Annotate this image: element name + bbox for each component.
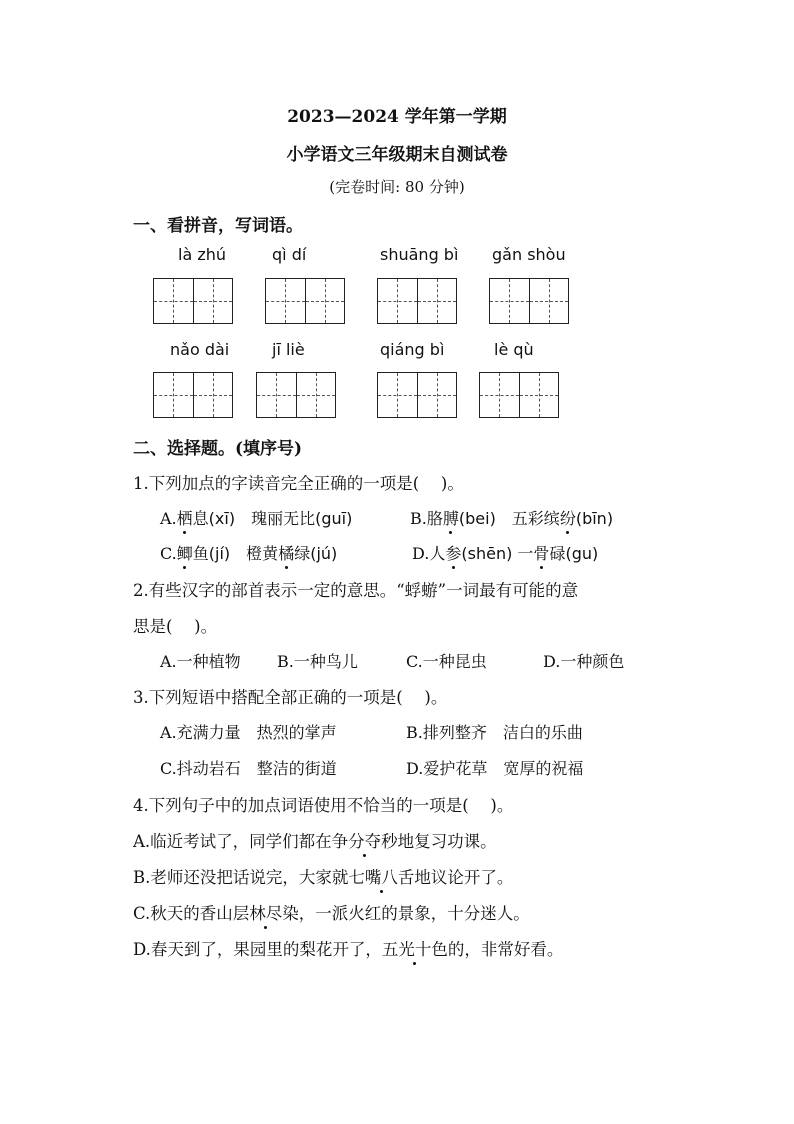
pinyin-6: jī liè	[272, 340, 305, 359]
pinyin-8: lè qù	[494, 340, 534, 359]
q1-d-pinyin: (shēn) 一	[461, 544, 534, 563]
q1-b-pinyin: (bei) 五彩缤	[458, 509, 560, 528]
writing-box-3[interactable]	[377, 278, 457, 324]
pinyin-7: qiáng bì	[380, 340, 445, 359]
pinyin-2: qì dí	[272, 245, 307, 264]
q1-a-dotted-char: 栖	[177, 506, 193, 529]
q2-stem-line2: 思是( )。	[133, 617, 218, 636]
writing-box-6[interactable]	[256, 372, 336, 418]
q4-c-dotted-word: 层林尽染	[233, 900, 299, 924]
q4-c-text: C.秋天的香山	[133, 904, 233, 923]
q4-option-c[interactable]	[133, 900, 530, 924]
q1-a-text2: 丽无比	[267, 509, 316, 528]
q4-option-b[interactable]	[133, 864, 513, 888]
q4-a-dotted-word: 争分夺秒	[332, 828, 398, 852]
q1-option-b[interactable]	[410, 506, 613, 529]
exam-duration: (完卷时间: 80 分钟)	[329, 178, 465, 196]
q1-d-text: D.人	[412, 544, 446, 563]
q2-option-d[interactable]: D.一种颜色	[543, 652, 625, 671]
q1-option-d[interactable]	[412, 541, 598, 564]
q4-option-d[interactable]	[133, 936, 563, 960]
q1-d-text2: 碌	[549, 544, 566, 563]
pinyin-1: là zhú	[178, 245, 227, 264]
writing-box-1[interactable]	[153, 278, 233, 324]
writing-box-2[interactable]	[265, 278, 345, 324]
q1-c-pinyin2: (jú)	[310, 544, 338, 563]
q1-b-text: B.胳	[410, 509, 443, 528]
writing-box-4[interactable]	[489, 278, 569, 324]
q1-c-text2: 绿	[294, 544, 311, 563]
exam-title: 小学语文三年级期末自测试卷	[286, 145, 508, 165]
q4-b-text: B.老师还没把话说完，大家就	[133, 868, 349, 887]
q2-stem-line1: 2.有些汉字的部首表示一定的意思。“蜉蝣”一词最有可能的意	[133, 581, 579, 600]
writing-box-8[interactable]	[479, 372, 559, 418]
q1-b-dotted-char: 膊	[443, 506, 459, 529]
q1-option-c[interactable]	[160, 541, 337, 564]
q1-option-a[interactable]	[160, 506, 352, 529]
q3-option-d[interactable]: D.爱护花草 宽厚的祝福	[406, 759, 584, 778]
q4-a-text2: 地复习功课。	[397, 832, 497, 851]
q1-c-dotted-char: 鲫	[177, 541, 193, 564]
q4-d-dotted-word: 五光十色	[382, 936, 448, 960]
q2-option-a[interactable]: A.一种植物	[160, 652, 241, 671]
q3-option-c[interactable]: C.抖动岩石 整洁的街道	[160, 759, 337, 778]
pinyin-5: nǎo dài	[170, 340, 230, 359]
q4-option-a[interactable]	[133, 828, 497, 852]
pinyin-4: gǎn shòu	[492, 245, 566, 264]
q1-a-text: 息	[192, 509, 209, 528]
writing-box-5[interactable]	[153, 372, 233, 418]
q4-d-text: D.春天到了，果园里的梨花开了，	[133, 940, 382, 959]
q1-c-dotted-char2: 橘	[278, 541, 294, 564]
q1-b-pinyin2: (bīn)	[575, 509, 614, 528]
q3-option-b[interactable]: B.排列整齐 洁白的乐曲	[406, 723, 583, 742]
writing-box-7[interactable]	[377, 372, 457, 418]
q1-a-pinyin2: (guī)	[315, 509, 353, 528]
q1-stem: 1.下列加点的字读音完全正确的一项是( )。	[133, 474, 464, 493]
q1-d-pinyin2: (gu)	[565, 544, 599, 563]
q4-stem: 4.下列句子中的加点词语使用不恰当的一项是( )。	[133, 796, 514, 815]
q1-a-label: A.	[160, 509, 177, 528]
q1-d-dotted-char: 参	[445, 541, 461, 564]
q2-option-c[interactable]: C.一种昆虫	[406, 652, 487, 671]
section1-heading: 一、看拼音，写词语。	[133, 216, 303, 236]
q3-option-a[interactable]: A.充满力量 热烈的掌声	[160, 723, 337, 742]
q3-stem: 3.下列短语中搭配全部正确的一项是( )。	[133, 688, 448, 707]
q4-d-text2: 的，非常好看。	[447, 940, 564, 959]
q2-option-b[interactable]: B.一种鸟儿	[277, 652, 358, 671]
q1-d-dotted-char2: 骨	[533, 541, 549, 564]
q4-a-text: A.临近考试了，同学们都在	[133, 832, 332, 851]
exam-year: 2023—2024 学年第一学期	[287, 107, 507, 127]
q4-b-text2: 地议论开了。	[414, 868, 514, 887]
q4-c-text2: ，一派火红的景象，十分迷人。	[298, 904, 530, 923]
q1-a-pinyin: (xī) 瑰	[208, 509, 268, 528]
q1-c-pinyin: (jí) 橙黄	[208, 544, 279, 563]
section2-heading: 二、选择题。(填序号)	[133, 439, 303, 459]
q4-b-dotted-word: 七嘴八舌	[348, 864, 414, 888]
q1-b-dotted-char2: 纷	[560, 506, 576, 529]
q1-c-label: C.	[160, 544, 177, 563]
pinyin-3: shuāng bì	[380, 245, 459, 264]
q1-c-text: 鱼	[192, 544, 209, 563]
